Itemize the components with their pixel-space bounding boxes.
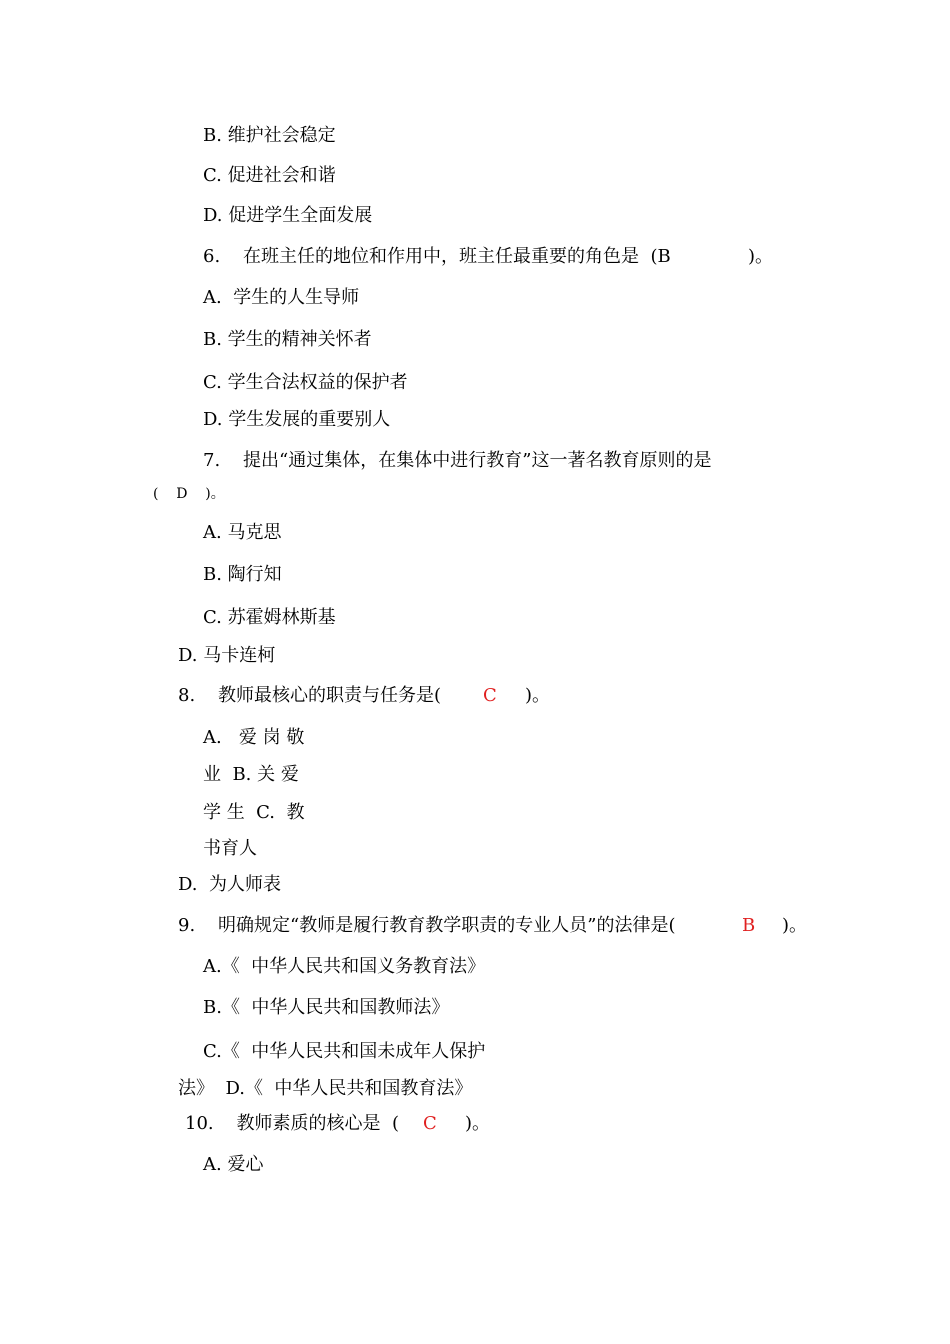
q6-stem: 6. 在班主任的地位和作用中，班主任最重要的角色是 (B: [203, 246, 671, 267]
q9-stem-end: )。: [782, 915, 808, 936]
q8-options-line-2: 业 B. 关 爱: [203, 764, 299, 785]
q10-stem: 10. 教师素质的核心是 (: [185, 1113, 399, 1134]
q7-option-c: C. 苏霍姆林斯基: [203, 607, 336, 628]
q9-option-b: B.《 中华人民共和国教师法》: [203, 997, 450, 1018]
q7-option-d: D. 马卡连柯: [178, 645, 276, 666]
q8-options-line-3: 学 生 C. 教: [203, 802, 305, 823]
q8-answer: C: [483, 685, 497, 706]
q10-answer: C: [423, 1113, 437, 1134]
q5-option-b: B. 维护社会稳定: [203, 125, 336, 146]
q8-options-line-4: 书育人: [203, 838, 257, 859]
q6-option-d: D. 学生发展的重要别人: [203, 409, 391, 430]
q5-option-c: C. 促进社会和谐: [203, 165, 336, 186]
q6-option-b: B. 学生的精神关怀者: [203, 329, 372, 350]
q9-option-cd-wrap: 法》 D.《 中华人民共和国教育法》: [178, 1078, 473, 1099]
q10-option-a: A. 爱心: [203, 1154, 264, 1175]
q5-option-d: D. 促进学生全面发展: [203, 205, 373, 226]
q9-answer: B: [742, 915, 756, 936]
q6-option-a: A. 学生的人生导师: [203, 287, 360, 308]
q10-stem-end: )。: [465, 1113, 491, 1134]
q7-stem: 7. 提出“通过集体，在集体中进行教育”这一著名教育原则的是: [203, 450, 712, 471]
q7-answer-line: ( D )。: [153, 486, 225, 502]
q7-option-a: A. 马克思: [203, 522, 282, 543]
q6-stem-end: )。: [748, 246, 774, 267]
q8-option-d: D. 为人师表: [178, 874, 281, 895]
q8-stem: 8. 教师最核心的职责与任务是(: [178, 685, 442, 706]
q8-stem-end: )。: [525, 685, 551, 706]
q9-option-c: C.《 中华人民共和国未成年人保护: [203, 1041, 486, 1062]
q9-stem: 9. 明确规定“教师是履行教育教学职责的专业人员”的法律是(: [178, 915, 676, 936]
q8-options-line-1: A. 爱 岗 敬: [203, 727, 305, 748]
q7-option-b: B. 陶行知: [203, 564, 282, 585]
q6-option-c: C. 学生合法权益的保护者: [203, 372, 408, 393]
q9-option-a: A.《 中华人民共和国义务教育法》: [203, 956, 486, 977]
